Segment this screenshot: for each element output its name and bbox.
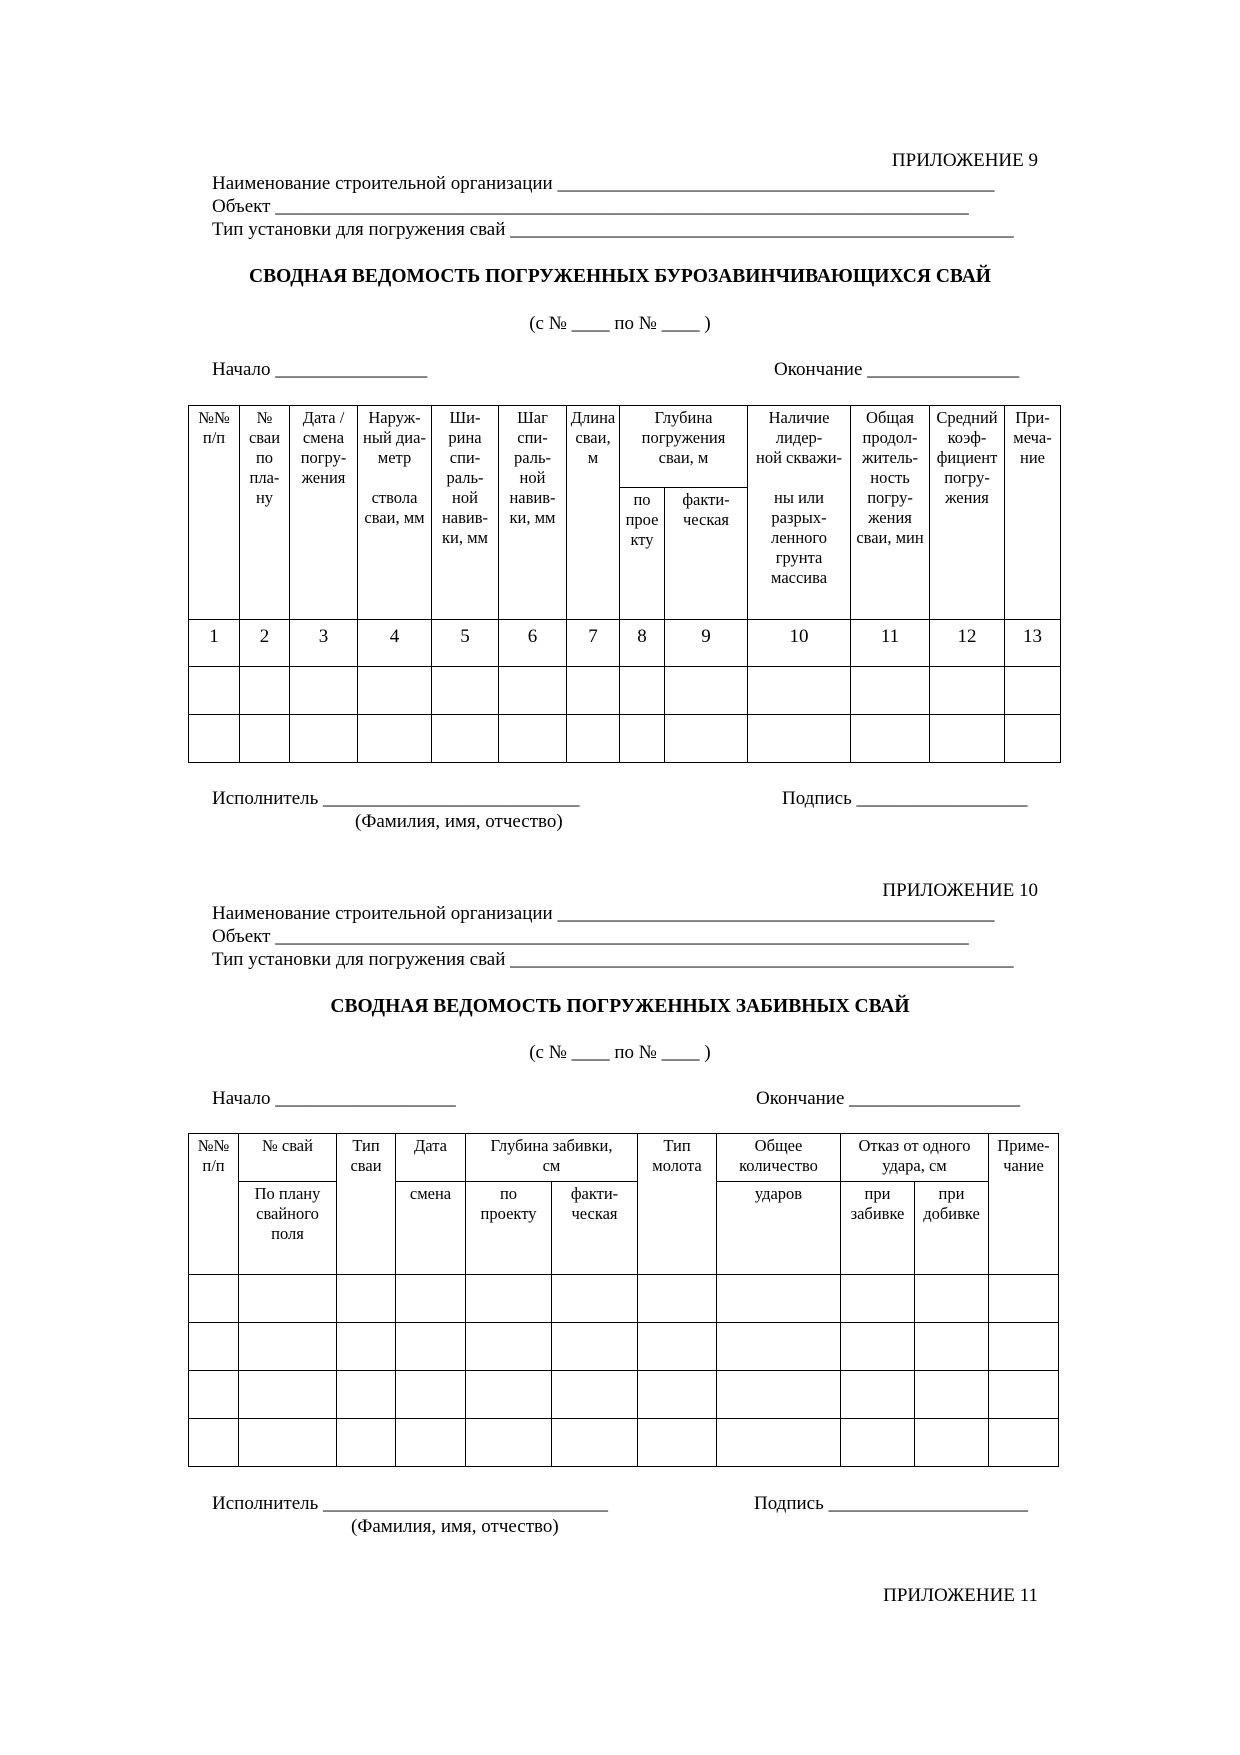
table-cell[interactable] [290, 667, 358, 715]
table-row [189, 1371, 1059, 1419]
col-header-note: При- меча- ние [1005, 406, 1061, 620]
driven-piles-table [188, 1133, 1059, 1467]
table-cell[interactable] [638, 1323, 717, 1371]
table-cell[interactable] [552, 1371, 638, 1419]
table-cell[interactable] [717, 1323, 841, 1371]
table-cell[interactable] [638, 1371, 717, 1419]
table-cell[interactable] [358, 667, 432, 715]
column-number: 6 [499, 620, 567, 667]
column-number: 2 [240, 620, 290, 667]
table-cell[interactable] [567, 715, 620, 763]
col-header-depth-actual: факти- ческая [665, 488, 748, 620]
col-header-duration: Общая продол- житель- ность погру- жения сваи, мин [851, 406, 930, 620]
table-cell[interactable] [638, 1419, 717, 1467]
column-number: 10 [748, 620, 851, 667]
col-header-total-blows: Общее количество [717, 1134, 841, 1182]
col-header-pile-no: № сваи по пла- ну [240, 406, 290, 620]
table-cell[interactable] [915, 1371, 989, 1419]
performer-hint: (Фамилия, имя, отчество) [355, 811, 563, 832]
col-header-depth-project: по проекту [466, 1182, 552, 1275]
table-cell[interactable] [466, 1323, 552, 1371]
table-row [189, 1419, 1059, 1467]
table-cell[interactable] [851, 715, 930, 763]
table-cell[interactable] [239, 1323, 337, 1371]
table-cell[interactable] [239, 1275, 337, 1323]
column-number: 3 [290, 620, 358, 667]
table-cell[interactable] [989, 1275, 1059, 1323]
table-cell[interactable] [915, 1323, 989, 1371]
table-cell[interactable] [915, 1275, 989, 1323]
column-number: 11 [851, 620, 930, 667]
object-field[interactable]: Объект _________________________________________________________________________ [212, 196, 969, 217]
table-cell[interactable] [717, 1419, 841, 1467]
table-cell[interactable] [466, 1371, 552, 1419]
table-cell[interactable] [466, 1419, 552, 1467]
table-cell[interactable] [189, 1323, 239, 1371]
table-cell[interactable] [552, 1419, 638, 1467]
table-cell[interactable] [337, 1419, 396, 1467]
table-cell[interactable] [665, 715, 748, 763]
table-cell[interactable] [239, 1419, 337, 1467]
col-header-date: Дата / смена погру- жения [290, 406, 358, 620]
table-cell[interactable] [748, 667, 851, 715]
table-cell[interactable] [841, 1275, 915, 1323]
table-cell[interactable] [1005, 715, 1061, 763]
col-header-refusal: Отказ от одного удара, см [841, 1134, 989, 1182]
table-cell[interactable] [240, 667, 290, 715]
appendix-11-heading: ПРИЛОЖЕНИЕ 11 [883, 1585, 1038, 1606]
table-cell[interactable] [851, 667, 930, 715]
column-number: 12 [930, 620, 1005, 667]
col-header-depth-actual: факти- ческая [552, 1182, 638, 1275]
col-header-hammer-type: Тип молота [638, 1134, 717, 1275]
table-cell[interactable] [290, 715, 358, 763]
table-cell[interactable] [1005, 667, 1061, 715]
signature-field[interactable]: Подпись __________________ [782, 788, 1028, 809]
table-cell[interactable] [989, 1323, 1059, 1371]
appendix-10-heading: ПРИЛОЖЕНИЕ 10 [882, 880, 1038, 901]
col-header-piles: № свай [239, 1134, 337, 1182]
table-cell[interactable] [841, 1371, 915, 1419]
column-number: 4 [358, 620, 432, 667]
column-numbers-row [189, 620, 1061, 667]
col-header-refusal-redriving: при добивке [915, 1182, 989, 1275]
end-field[interactable]: Окончание ________________ [774, 359, 1020, 380]
col-header-depth-project: по прое кту [620, 488, 665, 620]
table-cell[interactable] [432, 667, 499, 715]
table-cell[interactable] [240, 715, 290, 763]
table-cell[interactable] [638, 1275, 717, 1323]
table-cell[interactable] [989, 1371, 1059, 1419]
col-header-spiral-step: Шаг спи- раль- ной навив- ки, мм [499, 406, 567, 620]
table-cell[interactable] [396, 1323, 466, 1371]
table-row [189, 667, 1061, 715]
pile-range-field[interactable]: (с № ____ по № ____ ) [529, 313, 711, 334]
performer-field[interactable]: Исполнитель ___________________________ [212, 788, 580, 809]
col-header-pile-plan: По плану свайного поля [239, 1182, 337, 1275]
table-cell[interactable] [930, 715, 1005, 763]
organization-field[interactable]: Наименование строительной организации ______________________________________________ [212, 903, 995, 924]
table-cell[interactable] [432, 715, 499, 763]
install-type-field[interactable]: Тип установки для погружения свай _____________________________________________________ [212, 219, 1014, 240]
table-cell[interactable] [396, 1275, 466, 1323]
col-header-spiral-width: Ши- рина спи- раль- ной навив- ки, мм [432, 406, 499, 620]
table-cell[interactable] [499, 715, 567, 763]
table-cell[interactable] [396, 1419, 466, 1467]
table-cell[interactable] [665, 667, 748, 715]
table-cell[interactable] [358, 715, 432, 763]
table-cell[interactable] [189, 667, 240, 715]
column-number: 13 [1005, 620, 1061, 667]
column-number: 9 [665, 620, 748, 667]
performer-hint: (Фамилия, имя, отчество) [351, 1516, 559, 1537]
table-cell[interactable] [620, 667, 665, 715]
table-cell[interactable] [337, 1275, 396, 1323]
col-header-coefficient: Средний коэф- фициент погру- жения [930, 406, 1005, 620]
table-cell[interactable] [189, 1275, 239, 1323]
column-number: 7 [567, 620, 620, 667]
table-cell[interactable] [552, 1275, 638, 1323]
start-field[interactable]: Начало ________________ [212, 359, 428, 380]
table-cell[interactable] [841, 1323, 915, 1371]
pile-range-field[interactable]: (с № ____ по № ____ ) [529, 1042, 711, 1063]
col-header-pile-type: Тип сваи [337, 1134, 396, 1275]
table-cell[interactable] [396, 1371, 466, 1419]
col-header-no: №№ п/п [189, 1134, 239, 1275]
table-cell[interactable] [915, 1419, 989, 1467]
table-cell[interactable] [989, 1419, 1059, 1467]
object-field[interactable]: Объект _________________________________________________________________________ [212, 926, 969, 947]
performer-field[interactable]: Исполнитель ______________________________ [212, 1493, 609, 1514]
table-cell[interactable] [337, 1371, 396, 1419]
table-cell[interactable] [717, 1371, 841, 1419]
table-cell[interactable] [552, 1323, 638, 1371]
col-header-length: Длина сваи, м [567, 406, 620, 620]
col-header-refusal-driving: при забивке [841, 1182, 915, 1275]
table-row [189, 715, 1061, 763]
column-number: 8 [620, 620, 665, 667]
install-type-field[interactable]: Тип установки для погружения свай _____________________________________________________ [212, 949, 1014, 970]
table-cell[interactable] [930, 667, 1005, 715]
col-header-drive-depth: Глубина забивки, см [466, 1134, 638, 1182]
appendix-9-title: СВОДНАЯ ВЕДОМОСТЬ ПОГРУЖЕННЫХ БУРОЗАВИНЧИВАЮЩИХСЯ СВАЙ [249, 266, 991, 287]
table-cell[interactable] [189, 715, 240, 763]
signature-field[interactable]: Подпись _____________________ [754, 1493, 1029, 1514]
col-header-note: Приме- чание [989, 1134, 1059, 1275]
col-header-depth: Глубина погружения сваи, м [620, 406, 748, 488]
column-number: 5 [432, 620, 499, 667]
appendix-10-title: СВОДНАЯ ВЕДОМОСТЬ ПОГРУЖЕННЫХ ЗАБИВНЫХ СВАЙ [330, 996, 910, 1017]
table-row [189, 1275, 1059, 1323]
col-header-date: Дата [396, 1134, 466, 1182]
table-cell[interactable] [748, 715, 851, 763]
col-header-no: №№ п/п [189, 406, 240, 620]
organization-field[interactable]: Наименование строительной организации ______________________________________________ [212, 173, 995, 194]
table-cell[interactable] [337, 1323, 396, 1371]
table-cell[interactable] [620, 715, 665, 763]
table-cell[interactable] [189, 1419, 239, 1467]
table-cell[interactable] [717, 1275, 841, 1323]
table-cell[interactable] [567, 667, 620, 715]
table-row [189, 1323, 1059, 1371]
start-field[interactable]: Начало ___________________ [212, 1088, 456, 1109]
screw-piles-table [188, 405, 1061, 763]
col-header-blows-sub: ударов [717, 1182, 841, 1275]
column-number: 1 [189, 620, 240, 667]
table-cell[interactable] [239, 1371, 337, 1419]
col-header-shift: смена [396, 1182, 466, 1275]
table-cell[interactable] [189, 1371, 239, 1419]
end-field[interactable]: Окончание __________________ [756, 1088, 1021, 1109]
table-cell[interactable] [499, 667, 567, 715]
col-header-diameter: Наруж- ный диа- метр ствола сваи, мм [358, 406, 432, 620]
appendix-9-heading: ПРИЛОЖЕНИЕ 9 [891, 150, 1038, 171]
col-header-leader: Наличие лидер- ной скважи- ны или разрых- ленного грунта массива [748, 406, 851, 620]
table-cell[interactable] [841, 1419, 915, 1467]
table-cell[interactable] [466, 1275, 552, 1323]
